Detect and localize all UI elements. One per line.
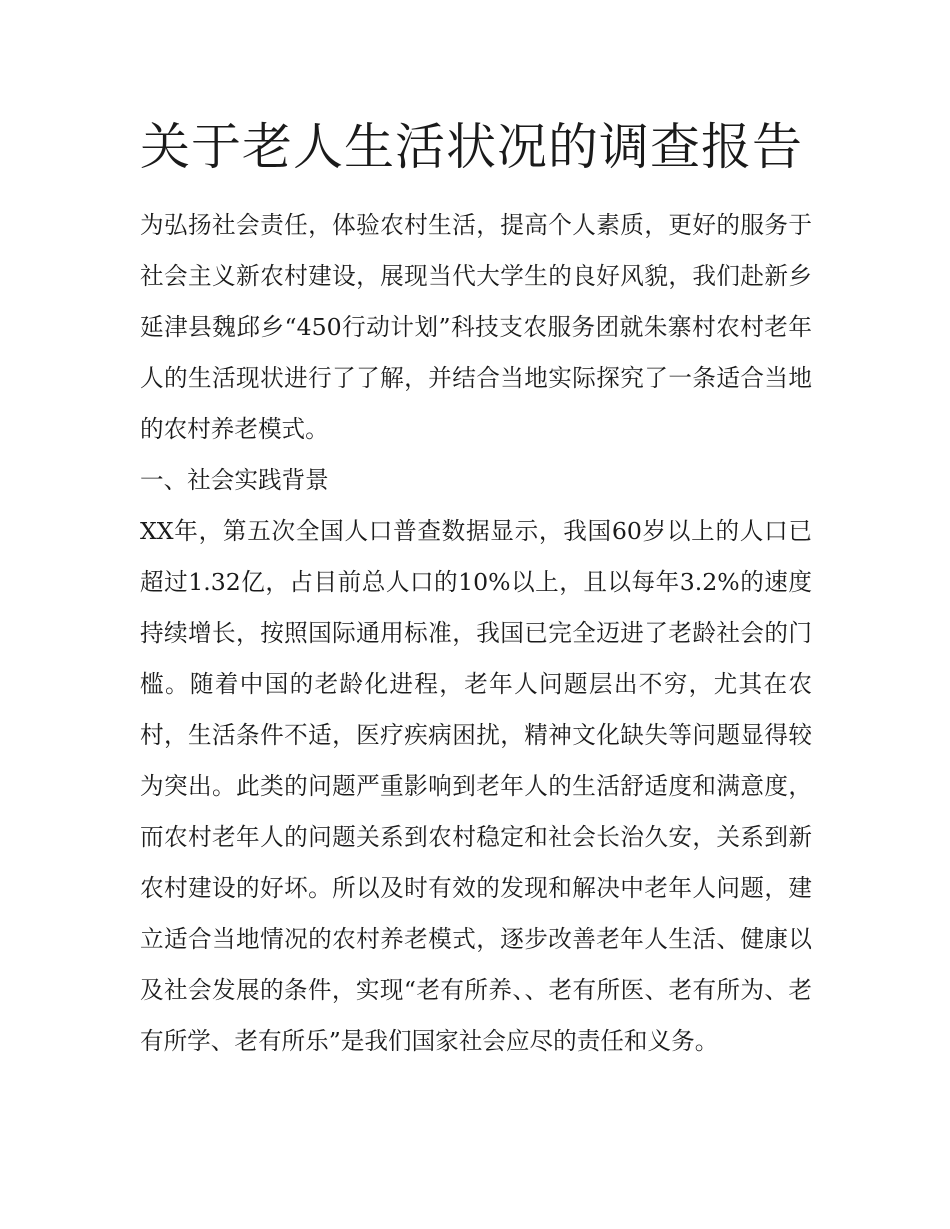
background-paragraph: XX年，第五次全国人口普查数据显示，我国60岁以上的人口已超过1.32亿，占目前总人口的10%以上，且以每年3.2%的速度持续增长，按照国际通用标准，我国已完全迈进了老龄社会的门槛。随着中国的老龄化进程，老年人问题层出不穷，尤其在农村，生活条件不适，医疗疾病困扰，精神文化缺失等问题显得较为突出。此类的问题严重影响到老年人的生活舒适度和满意度，而农村老年人的问题关系到农村稳定和社会长治久安，关系到新农村建设的好坏。所以及时有效的发现和解决中老年人问题，建立适合当地情况的农村养老模式，逐步改善老年人生活、健康以及社会发展的条件，实现“老有所养、、老有所医、老有所为、老有所学、老有所乐”是我们国家社会应尽的责任和义务。 <box>140 517 812 1055</box>
intro-paragraph: 为弘扬社会责任，体验农村生活，提高个人素质，更好的服务于社会主义新农村建设，展现当代大学生的良好风貌，我们赴新乡延津县魏邱乡“450行动计划”科技支农服务团就朱寨村农村老年人的生活现状进行了了解，并结合当地实际探究了一条适合当地的农村养老模式。 <box>140 211 812 443</box>
document-body <box>140 112 812 1067</box>
section-heading: 一、社会实践背景 <box>140 466 329 494</box>
document-title: 关于老人生活状况的调查报告 <box>140 118 803 176</box>
